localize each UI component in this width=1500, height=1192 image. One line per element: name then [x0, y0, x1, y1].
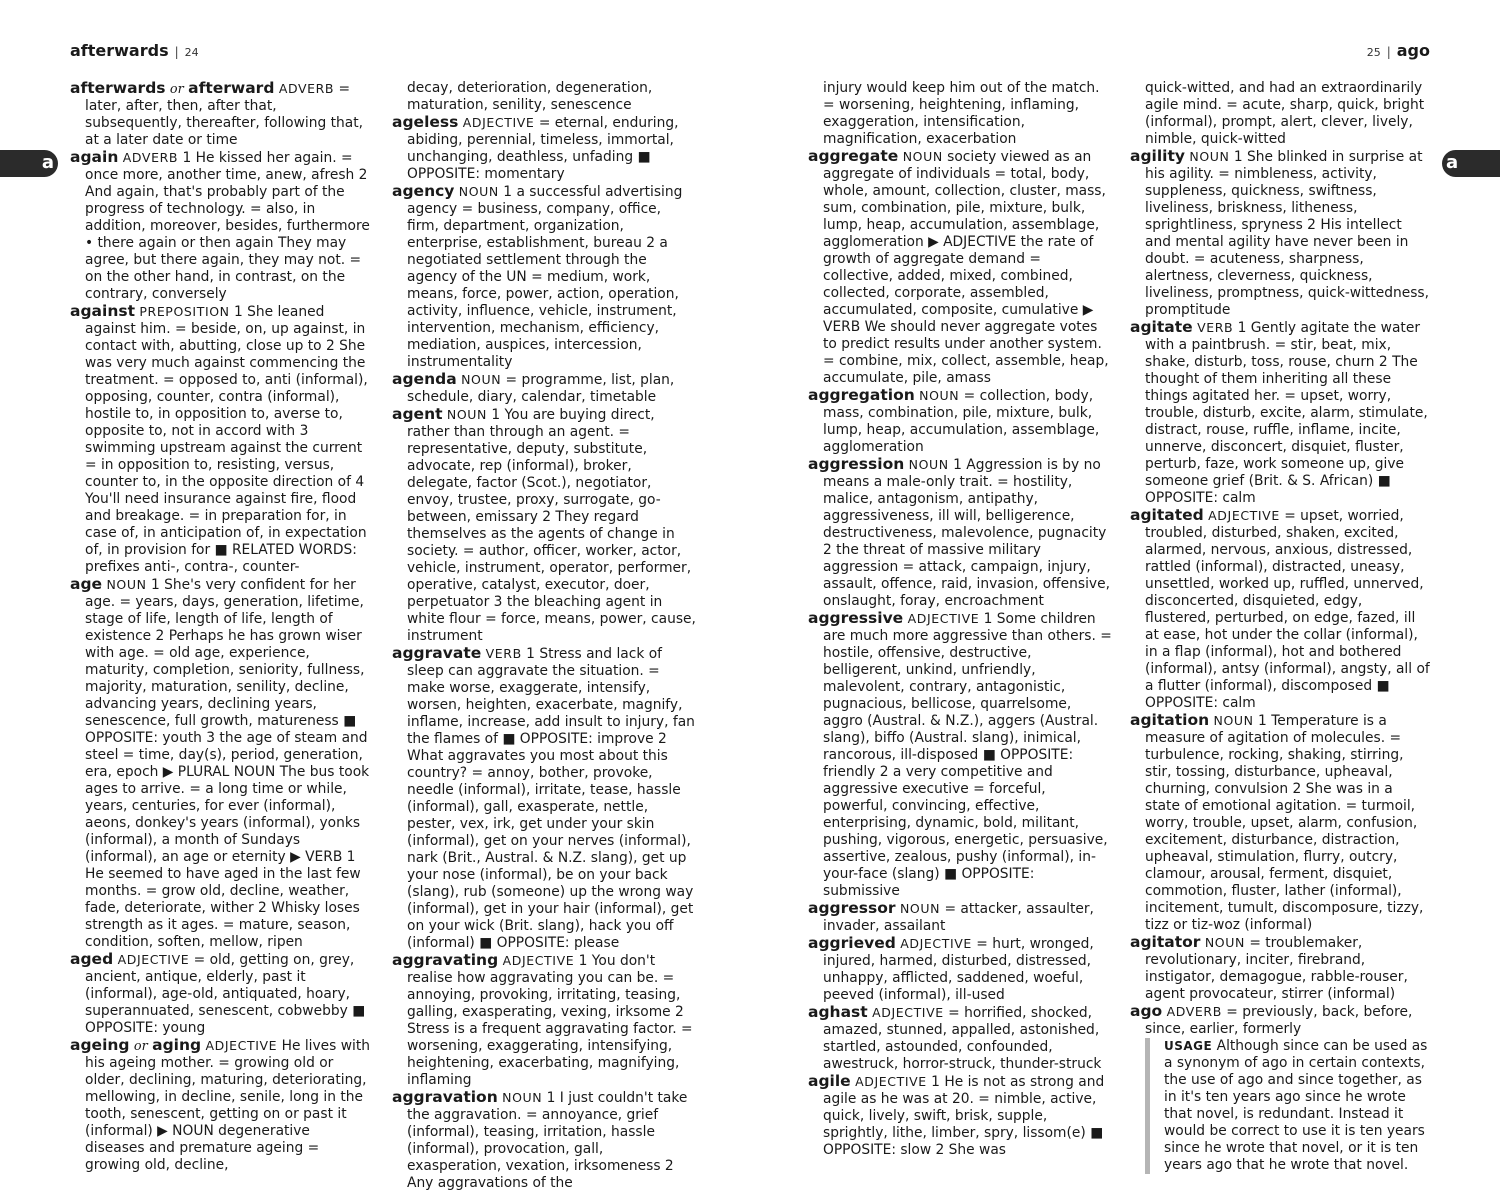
part-of-speech: NOUN — [1189, 149, 1230, 164]
headword: aggressive — [808, 609, 904, 627]
definition-text: 1 a successful advertising agency = business, company, office, firm, department, organization, enterprise, establishment, bureau 2 a negotiated settlement through the agency of the UN = medium, work, means, force, power, action, operation, activity, influence, vehicle, instrument, intervention, mechanism, efficiency, mediation, auspices, intercession, instrumentality — [407, 184, 683, 370]
part-of-speech: NOUN — [446, 407, 487, 422]
dictionary-entry — [808, 935, 1113, 1004]
part-of-speech: NOUN — [461, 372, 502, 387]
dictionary-entry — [808, 456, 1113, 610]
headword: aggression — [808, 455, 905, 473]
part-of-speech: ADJECTIVE — [117, 952, 190, 967]
definition-text: 1 Aggression is by no means a male-only trait. = hostility, malice, antagonism, antipathy, aggressiveness, ill will, belligerence, destructiveness, malevolence, pugnacity 2 the threat of massive military aggression = attack, campaign, injury, assault, offence, raid, invasion, offensive, onslaught, foray, encroachment — [823, 457, 1110, 609]
dictionary-entry — [392, 1089, 697, 1192]
part-of-speech: ADJECTIVE — [462, 115, 535, 130]
guide-word-right: ago — [1396, 41, 1430, 60]
definition-text: 1 You don't realise how aggravating you can be. = annoying, provoking, irritating, teasing, galling, exasperating, vexing, irksome 2 Stress is a frequent aggravating factor. = worsening, exaggerating, intensifying, heightening, exacerbating, magnifying, inflaming — [407, 953, 693, 1088]
dictionary-entry — [70, 303, 372, 576]
definition-text: = old, getting on, grey, ancient, antique, elderly, past it (informal), age-old, antiquated, hoary, superannuated, senescent, cobwebby ■ OPPOSITE: young — [85, 952, 366, 1036]
part-of-speech: ADJECTIVE — [1208, 508, 1280, 523]
definition-text: decay, deterioration, degeneration, maturation, senility, senescence — [407, 80, 653, 113]
part-of-speech: NOUN — [908, 457, 949, 472]
headword: agency — [392, 182, 455, 200]
part-of-speech: ADJECTIVE — [907, 611, 980, 626]
page-header-left — [70, 41, 199, 60]
headword: aghast — [808, 1003, 868, 1021]
definition-text: = upset, worried, troubled, disturbed, shaken, excited, alarmed, nervous, anxious, distressed, rattled (informal), distracted, uneasy, unsettled, worked up, ruffled, unnerved, disconcerted, disquieted, edgy, flustered, perturbed, on edge, fazed, ill at ease, hot under the collar (informal), in a flap (informal), hot and bothered (informal), antsy (informal), angsty, all of a flutter (informal), discomposed ■ OPPOSITE: calm — [1145, 508, 1430, 711]
definition-text: 1 She blinked in surprise at his agility. = nimbleness, activity, suppleness, quickness, swiftness, liveliness, briskness, litheness, sprightliness, spryness 2 His intellect and mental agility have never been in doubt. = acuteness, sharpness, alertness, cleverness, quickness, liveliness, promptness, quick-wittedness, promptitude — [1145, 149, 1429, 318]
part-of-speech: ADVERB — [278, 81, 335, 96]
headword: aged — [70, 950, 114, 968]
definition-text: 1 Temperature is a measure of agitation of molecules. = turbulence, rocking, shaking, stirring, stir, tossing, disturbance, upheaval, churning, convulsion 2 She was in a state of emotional agitation. = turmoil, worry, trouble, upset, alarm, confusion, excitement, disturbance, distraction, upheaval, stimulation, flurry, outcry, clamour, arousal, ferment, disquiet, commotion, fluster, lather (informal), incitement, tumult, discomposure, tizzy, tizz or tiz-woz (informal) — [1145, 713, 1424, 933]
header-separator-right: | — [1386, 45, 1391, 59]
definition-text: = eternal, enduring, abiding, perennial, timeless, immortal, unchanging, deathless, unfading ■ OPPOSITE: momentary — [407, 115, 679, 182]
definition-text: = hurt, wronged, injured, harmed, disturbed, distressed, unhappy, afflicted, saddened, woeful, peeved (informal), ill-used — [823, 936, 1094, 1003]
part-of-speech: NOUN — [106, 577, 147, 592]
headword: aggravate — [392, 644, 482, 662]
headword: aggregation — [808, 386, 915, 404]
part-of-speech: ADVERB — [122, 150, 179, 165]
part-of-speech: NOUN — [1204, 935, 1245, 950]
headword: aggressor — [808, 899, 896, 917]
headword: aggravating — [392, 951, 499, 969]
guide-word-left: afterwards — [70, 41, 169, 60]
part-of-speech: NOUN — [1213, 713, 1254, 728]
definition-text: = later, after, then, after that, subsequently, thereafter, following that, at a later date or time — [85, 81, 364, 148]
dictionary-entry — [1130, 319, 1432, 507]
part-of-speech: NOUN — [902, 149, 943, 164]
definition-text: 1 Stress and lack of sleep can aggravate the situation. = make worse, exaggerate, intensify, worsen, heighten, exacerbate, magnify, inflame, increase, add insult to injury, fan the flames of ■ OPPOSITE: improve 2 What aggravates you most about this country? = annoy, bother, provoke, needle (informal), irritate, tease, hassle (informal), gall, exasperate, nettle, pester, vex, irk, get under your skin (informal), get on your nerves (informal), nark (Brit., Austral. & N.Z. slang), get up your nose (informal), be on your back (slang), rub (someone) up the wrong way (informal), get in your hair (informal), get on your wick (Brit. slang), hack you off (informal) ■ OPPOSITE: please — [407, 646, 695, 951]
column-3 — [808, 80, 1113, 1159]
dictionary-entry — [392, 645, 697, 952]
definition-text: 1 He kissed her again. = once more, another time, anew, afresh 2 And again, that's probably part of the progress of technology. = also, in addition, moreover, besides, furthermore • there again or then again They may agree, but there again, they may not. = on the other hand, in contrast, on the contrary, conversely — [85, 150, 370, 302]
definition-text: society viewed as an aggregate of individuals = total, body, whole, amount, collection, cluster, mass, sum, combination, pile, mixture, bulk, lump, heap, accumulation, assemblage, agglomeration ▶ ADJECTIVE the rate of growth of aggregate demand = collective, added, mixed, combined, collected, corporate, assembled, accumulated, composite, cumulative ▶ VERB We should never aggregate votes to predict results under another system. = combine, mix, collect, assemble, heap, accumulate, pile, amass — [823, 149, 1109, 386]
entry-continuation — [1130, 80, 1432, 148]
headword: ageless — [392, 113, 459, 131]
dictionary-entry — [808, 610, 1113, 900]
headword: afterwards — [70, 79, 166, 97]
usage-label: USAGE — [1164, 1039, 1213, 1053]
headword: again — [70, 148, 119, 166]
entry-continuation — [392, 80, 697, 114]
headword: agitate — [1130, 318, 1193, 336]
column-4 — [1130, 80, 1432, 1174]
part-of-speech: VERB — [1197, 320, 1234, 335]
headword: agenda — [392, 370, 457, 388]
dictionary-entry — [808, 387, 1113, 456]
dictionary-entry — [1130, 934, 1432, 1003]
part-of-speech: NOUN — [458, 184, 499, 199]
usage-note — [1145, 1038, 1432, 1174]
dictionary-entry — [392, 114, 697, 183]
column-2 — [392, 80, 697, 1192]
part-of-speech: ADJECTIVE — [205, 1038, 278, 1053]
dictionary-entry — [1130, 148, 1432, 319]
definition-text: 1 She leaned against him. = beside, on, up against, in contact with, abutting, close up to 2 She was very much against commencing the treatment. = opposed to, anti (informal), opposing, counter, contra (informal), hostile to, in opposition to, averse to, opposite to, not in accord with 3 swimming upstream against the current = in opposition to, resisting, versus, counter to, in the opposite direction of 4 You'll need insurance against fire, flood and breakage. = in preparation for, in case of, in anticipation of, in expectation of, in provision for ■ RELATED WORDS: prefixes anti-, contra-, counter- — [85, 304, 368, 575]
headword: against — [70, 302, 135, 320]
dictionary-entry — [808, 900, 1113, 935]
headword: aggravation — [392, 1088, 498, 1106]
dictionary-entry — [392, 952, 697, 1089]
definition-text: = programme, list, plan, schedule, diary, calendar, timetable — [407, 372, 675, 405]
dictionary-entry — [70, 951, 372, 1037]
part-of-speech: ADJECTIVE — [855, 1074, 927, 1089]
dictionary-entry — [70, 149, 372, 303]
usage-text: Although since can be used as a synonym of ago in certain contexts, the use of ago and since together, as in it's ten years ago since he wrote that novel, is redundant. Instead it would be correct to use it is ten years since he wrote that novel, or it is ten years ago that he wrote that novel. — [1164, 1038, 1428, 1173]
alt-headword: afterward — [188, 79, 275, 97]
part-of-speech: NOUN — [502, 1090, 543, 1105]
definition-text: = horrified, shocked, amazed, stunned, appalled, astonished, startled, astounded, confounded, awestruck, horror-struck, thunder-struck — [823, 1005, 1102, 1072]
headword: ageing — [70, 1036, 130, 1054]
definition-text: 1 You are buying direct, rather than through an agent. = representative, deputy, substitute, advocate, rep (informal), broker, delegate, factor (Scot.), negotiator, envoy, trustee, proxy, surrogate, go-between, emissary 2 They regard themselves as the agents of change in society. = author, officer, worker, actor, vehicle, instrument, operator, performer, operative, catalyst, executor, doer, perpetuator 3 the bleaching agent in white flour = force, means, power, cause, instrument — [407, 407, 696, 644]
headword: ago — [1130, 1002, 1163, 1020]
page-header-right — [1367, 41, 1430, 60]
headword: agitation — [1130, 711, 1210, 729]
part-of-speech: VERB — [485, 646, 522, 661]
headword: aggrieved — [808, 934, 896, 952]
definition-text: injury would keep him out of the match. = worsening, heightening, inflaming, exaggeration, intensification, magnification, exacerbation — [823, 80, 1100, 147]
dictionary-entry — [808, 1073, 1113, 1159]
alt-headword: aging — [152, 1036, 202, 1054]
part-of-speech: ADJECTIVE — [502, 953, 575, 968]
dictionary-entry — [392, 183, 697, 371]
dictionary-entry — [1130, 507, 1432, 712]
dictionary-entry — [392, 371, 697, 406]
headword: age — [70, 575, 103, 593]
headword: agent — [392, 405, 443, 423]
header-separator-left: | — [174, 45, 179, 59]
part-of-speech: NOUN — [919, 388, 960, 403]
part-of-speech: PREPOSITION — [139, 304, 230, 319]
definition-text: 1 She's very confident for her age. = years, days, generation, lifetime, stage of life, length of life, length of existence 2 Perhaps he has grown wiser with age. = old age, experience, maturity, completion, seniority, fullness, majority, maturation, senility, decline, advancing years, declining years, senescence, full growth, matureness ■ OPPOSITE: youth 3 the age of steam and steel = time, day(s), period, generation, era, epoch ▶ PLURAL NOUN The bus took ages to arrive. = a long time or while, years, centuries, for ever (informal), aeons, donkey's years (informal), yonks (informal), a month of Sundays (informal), an age or eternity ▶ VERB 1 He seemed to have aged in the last few months. = grow old, decline, weather, fade, deteriorate, wither 2 Whisky loses strength as it ages. = mature, season, condition, soften, mellow, ripen — [85, 577, 370, 950]
dictionary-entry — [70, 576, 372, 951]
definition-text: He lives with his ageing mother. = growing old or older, declining, maturing, deteriorating, mellowing, in decline, senile, long in the tooth, senescent, getting on or past it (informal) ▶ NOUN degenerative diseases and premature ageing = growing old, decline, — [85, 1038, 370, 1173]
headword: agile — [808, 1072, 851, 1090]
column-4-entries — [1130, 80, 1432, 1038]
definition-text: quick-witted, and had an extraordinarily agile mind. = acute, sharp, quick, bright (informal), prompt, alert, clever, lively, nimble, quick-witted — [1145, 80, 1425, 147]
page-number-left: 24 — [184, 46, 199, 59]
dictionary-entry — [808, 148, 1113, 387]
dictionary-entry — [808, 1004, 1113, 1073]
column-1 — [70, 80, 372, 1174]
definition-text: 1 Gently agitate the water with a paintbrush. = stir, beat, mix, shake, disturb, toss, rouse, churn 2 The thought of them inheriting all these things agitated her. = upset, worry, trouble, disturb, excite, alarm, stimulate, distract, rouse, ruffle, inflame, incite, unnerve, disconcert, disquiet, fluster, perturb, faze, work someone up, give someone grief (Brit. & S. African) ■ OPPOSITE: calm — [1145, 320, 1428, 506]
dictionary-entry: ageing or aging ADJECTIVE He lives with his ageing mother. = growing old or older, declining, maturing, deteriorating, mellowing, in decline, senile, long in the tooth, senescent, getting on or past it (informal) ▶ NOUN degenerative diseases and premature ageing = growing old, decline, — [70, 1036, 370, 1173]
part-of-speech: ADVERB — [1166, 1004, 1222, 1019]
headword: agitator — [1130, 933, 1201, 951]
definition-text: 1 I just couldn't take the aggravation. = annoyance, grief (informal), teasing, irritation, hassle (informal), provocation, gall, exasperation, vexation, irksomeness 2 Any aggravations of the — [407, 1090, 688, 1191]
definition-text: 1 Some children are much more aggressive than others. = hostile, offensive, destructive, belligerent, unkind, unfriendly, malevolent, contrary, antagonistic, pugnacious, bellicose, quarrelsome, aggro (Austral. & N.Z.), aggers (Austral. slang), biffo (Austral. slang), inimical, rancorous, ill-disposed ■ OPPOSITE: friendly 2 a very competitive and aggressive executive = forceful, powerful, convincing, effective, enterprising, dynamic, bold, militant, pushing, vigorous, energetic, persuasive, assertive, zealous, pushy (informal), in-your-face (slang) ■ OPPOSITE: submissive — [823, 611, 1112, 899]
dictionary-entry — [1130, 712, 1432, 934]
headword: aggregate — [808, 147, 899, 165]
headword: agility — [1130, 147, 1186, 165]
definition-text: = attacker, assaulter, invader, assailant — [823, 901, 1094, 934]
page-number-right: 25 — [1366, 46, 1381, 59]
part-of-speech: NOUN — [899, 901, 941, 916]
entry-continuation — [808, 80, 1113, 148]
letter-tab-right: a — [1442, 150, 1500, 177]
definition-text: = troublemaker, revolutionary, inciter, firebrand, instigator, demagogue, rabble-rouser, agent provocateur, stirrer (informal) — [1145, 935, 1408, 1002]
dictionary-entry — [1130, 1003, 1432, 1038]
letter-tab-left: a — [0, 150, 58, 177]
definition-text: 1 He is not as strong and agile as he was at 20. = nimble, active, quick, lively, swift, brisk, supple, sprightly, lithe, limber, spry, lissom(e) ■ OPPOSITE: slow 2 She was — [823, 1074, 1105, 1158]
part-of-speech: ADJECTIVE — [872, 1005, 944, 1020]
dictionary-entry — [392, 406, 697, 645]
dictionary-entry: afterwards or afterward ADVERB = later, after, then, after that, subsequently, thereafter, following that, at a later date or time — [70, 79, 364, 148]
part-of-speech: ADJECTIVE — [900, 936, 972, 951]
definition-text: = previously, back, before, since, earlier, formerly — [1145, 1004, 1413, 1037]
headword: agitated — [1130, 506, 1204, 524]
definition-text: = collection, body, mass, combination, pile, mixture, bulk, lump, heap, accumulation, assemblage, agglomeration — [823, 388, 1100, 455]
